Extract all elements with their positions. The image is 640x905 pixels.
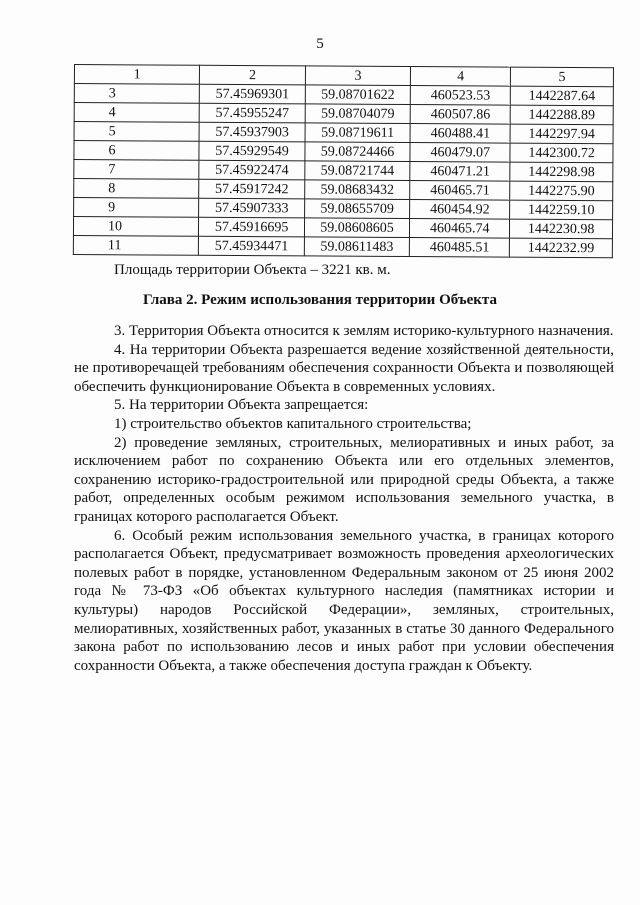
table-cell: 11 bbox=[73, 235, 198, 255]
table-cell: 59.08611483 bbox=[304, 237, 410, 257]
table-header-cell: 2 bbox=[200, 65, 306, 85]
table-cell: 1442288.89 bbox=[510, 105, 613, 125]
table-cell: 57.45916695 bbox=[199, 217, 305, 237]
table-cell: 6 bbox=[74, 141, 199, 161]
table-cell: 3 bbox=[74, 84, 199, 104]
table-cell: 9 bbox=[74, 198, 199, 218]
paragraph: 6. Особый режим использования земельного участка, в границах которого располагается Объект, предусматривает возможность проведения археологических полевых работ в порядке, установленном Федеральным законом от 25 июня 2002 года № 73-ФЗ «Об объектах культурного наследия (памятниках истории и культуры) народов Российской Федерации», земляных, строительных, мелиоративных, хозяйственных работ, указанных в статье 30 данного Федерального закона работ по использованию лесов и иных работ при условии обеспечения сохранности Объекта, а также обеспечения доступа граждан к Объекту. bbox=[74, 527, 614, 674]
table-cell: 1442230.98 bbox=[510, 219, 613, 239]
table-cell: 460523.53 bbox=[411, 86, 511, 106]
table-cell: 57.45955247 bbox=[200, 103, 306, 123]
table-cell: 460465.74 bbox=[410, 219, 510, 239]
table-cell: 1442232.99 bbox=[510, 238, 613, 258]
table-cell: 460488.41 bbox=[410, 124, 510, 144]
table-header-cell: 3 bbox=[305, 66, 411, 86]
table-cell: 1442298.98 bbox=[510, 162, 613, 182]
paragraph: 4. На территории Объекта разрешается ведение хозяйственной деятельности, не противоречащей требованиям обеспечения сохранности Объекта и позволяющей обеспечить функционирование Объекта в современных условиях. bbox=[74, 341, 614, 395]
table-cell: 57.45934471 bbox=[199, 236, 305, 256]
table-cell: 57.45922474 bbox=[199, 160, 305, 180]
table-cell: 460465.71 bbox=[410, 181, 510, 201]
area-statement: Площадь территории Объекта – 3221 кв. м. bbox=[114, 262, 391, 278]
table-row bbox=[73, 235, 612, 257]
paragraph: 2) проведение земляных, строительных, мелиоративных и иных работ, за исключением работ по сохранению Объекта или его отдельных элементов, сохранению историко-градостроительной или природной среды Объекта, а также работ, определенных особым режимом использования земельного участка, в границах которого располагается Объект. bbox=[74, 434, 614, 525]
table-cell: 57.45907333 bbox=[199, 198, 305, 218]
table-cell: 1442275.90 bbox=[510, 181, 613, 201]
table-cell: 7 bbox=[74, 160, 199, 180]
table-cell: 59.08701622 bbox=[305, 85, 411, 105]
table-header-cell: 1 bbox=[74, 65, 199, 85]
chapter-title: Глава 2. Режим использования территории Объекта bbox=[143, 292, 497, 308]
table-cell: 57.45917242 bbox=[199, 179, 305, 199]
table-cell: 1442297.94 bbox=[510, 124, 613, 144]
table-cell: 59.08683432 bbox=[305, 180, 411, 200]
table-cell: 5 bbox=[74, 122, 199, 142]
table-cell: 4 bbox=[74, 103, 199, 123]
table-cell: 59.08704079 bbox=[305, 104, 411, 124]
table-cell: 59.08719611 bbox=[305, 123, 411, 143]
table-cell: 460485.51 bbox=[410, 238, 510, 258]
table-cell: 59.08608605 bbox=[304, 218, 410, 238]
page-number: 5 bbox=[316, 36, 324, 52]
table-cell: 59.08721744 bbox=[305, 161, 411, 181]
paragraph: 3. Территория Объекта относится к землям историко-культурного назначения. bbox=[114, 323, 614, 339]
table-header-cell: 4 bbox=[411, 67, 511, 87]
paragraph: 5. На территории Объекта запрещается: bbox=[114, 397, 369, 414]
table-header-cell: 5 bbox=[511, 67, 614, 87]
table-cell: 59.08655709 bbox=[304, 199, 410, 219]
table-cell: 460471.21 bbox=[410, 162, 510, 182]
table-cell: 10 bbox=[73, 217, 198, 237]
table-cell: 1442259.10 bbox=[510, 200, 613, 220]
table-cell: 57.45937903 bbox=[199, 122, 305, 142]
table-cell: 57.45929549 bbox=[199, 141, 305, 161]
table-cell: 8 bbox=[74, 179, 199, 199]
table-cell: 460454.92 bbox=[410, 200, 510, 220]
table-cell: 59.08724466 bbox=[305, 142, 411, 162]
paragraph: 1) строительство объектов капитального строительства; bbox=[114, 415, 472, 432]
table-cell: 1442300.72 bbox=[510, 143, 613, 163]
table-cell: 57.45969301 bbox=[200, 84, 306, 104]
table-cell: 460479.07 bbox=[410, 143, 510, 163]
coordinates-table bbox=[73, 64, 614, 258]
table-cell: 1442287.64 bbox=[511, 86, 614, 106]
chapter-body bbox=[74, 322, 614, 675]
table-cell: 460507.86 bbox=[410, 105, 510, 125]
